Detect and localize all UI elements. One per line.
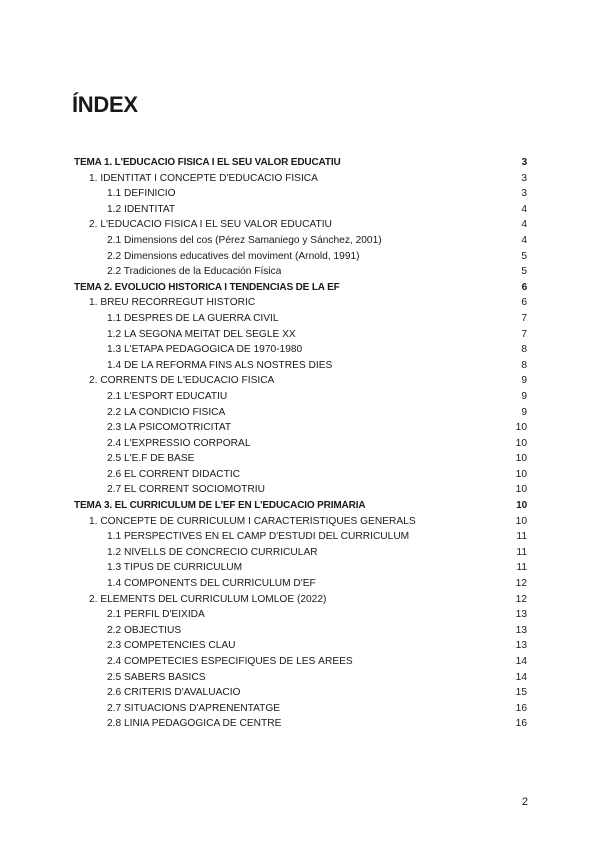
toc-entry-title: 2. L'EDUCACIÓ FÍSICA I EL SEU VALOR EDUCATIU bbox=[89, 219, 332, 231]
toc-subsection-entry[interactable] bbox=[74, 360, 527, 376]
toc-entry-title: 2.3 COMPETÈNCIES CLAU bbox=[107, 640, 236, 652]
toc-subsection-entry[interactable] bbox=[74, 609, 527, 625]
toc-entry-title: 1. IDENTITAT I CONCEPTE D'EDUCACIÓ FÍSICA bbox=[89, 172, 318, 184]
toc-entry-page: 16 bbox=[515, 718, 527, 730]
toc-entry-title: TEMA 1. L'EDUCACIÓ FÍSICA I EL SEU VALOR EDUCATIU bbox=[74, 157, 341, 168]
toc-entry-page: 7 bbox=[521, 312, 527, 324]
toc-subsection-entry[interactable] bbox=[74, 531, 527, 547]
toc-entry-title: 1.4 COMPONENTS DEL CURRÍCULUM D'EF bbox=[107, 578, 316, 590]
toc-entry-page: 4 bbox=[521, 203, 527, 215]
toc-entry-page: 9 bbox=[521, 375, 527, 387]
toc-subsection-entry[interactable] bbox=[74, 422, 527, 438]
toc-entry-page: 11 bbox=[516, 562, 527, 574]
toc-subsection-entry[interactable] bbox=[74, 266, 527, 282]
toc-entry-title: 2.6 EL CORRENT DIDÀCTIC bbox=[107, 468, 241, 480]
table-of-contents bbox=[74, 157, 527, 734]
toc-entry-title: 2.2 Dimensions educatives del moviment (Arnold, 1991) bbox=[107, 250, 360, 262]
toc-subsection-entry[interactable] bbox=[74, 204, 527, 220]
toc-entry-page: 11 bbox=[516, 531, 527, 543]
toc-entry-page: 13 bbox=[515, 640, 527, 652]
toc-entry-title: 1.3 TIPUS DE CURRÍCULUM bbox=[107, 562, 243, 574]
toc-entry-page: 4 bbox=[521, 219, 527, 231]
toc-entry-title: 2.6 CRITERIS D'AVALUACIÓ bbox=[107, 687, 241, 699]
toc-subsection-entry[interactable] bbox=[74, 313, 527, 329]
toc-entry-title: 2.2 OBJECTIUS bbox=[107, 624, 182, 636]
toc-subsection-entry[interactable] bbox=[74, 562, 527, 578]
toc-entry-title: 2.5 L'E.F DE BASE bbox=[107, 453, 195, 465]
toc-entry-page: 3 bbox=[521, 172, 527, 184]
toc-subsection-entry[interactable] bbox=[74, 188, 527, 204]
toc-subsection-entry[interactable] bbox=[74, 687, 527, 703]
toc-entry-page: 16 bbox=[515, 702, 527, 714]
toc-entry-page: 7 bbox=[521, 328, 527, 340]
toc-subsection-entry[interactable] bbox=[74, 578, 527, 594]
toc-entry-title: 1.1 DESPRÉS DE LA GUERRA CIVIL bbox=[107, 312, 279, 324]
toc-subsection-entry[interactable] bbox=[74, 251, 527, 267]
toc-entry-title: 2.2 Tradiciones de la Educación Física bbox=[107, 266, 282, 278]
toc-section-entry[interactable] bbox=[74, 375, 527, 391]
toc-entry-page: 10 bbox=[516, 500, 527, 512]
toc-entry-title: 2.1 Dimensions del cos (Pérez Samaniego y Sánchez, 2001) bbox=[107, 234, 382, 246]
toc-entry-title: 1. BREU RECORREGUT HISTÒRIC bbox=[89, 297, 256, 309]
toc-subsection-entry[interactable] bbox=[74, 407, 527, 423]
toc-entry-page: 11 bbox=[516, 546, 527, 558]
toc-entry-page: 4 bbox=[521, 234, 527, 246]
toc-entry-title: 2. CORRENTS DE L'EDUCACIÓ FÍSICA bbox=[89, 375, 275, 387]
toc-section-entry[interactable] bbox=[74, 594, 527, 610]
toc-chapter-entry[interactable] bbox=[74, 157, 527, 173]
toc-section-entry[interactable] bbox=[74, 173, 527, 189]
toc-entry-title: 1.1 DEFINICIÓ bbox=[107, 188, 176, 200]
toc-entry-page: 10 bbox=[515, 437, 527, 449]
toc-section-entry[interactable] bbox=[74, 219, 527, 235]
toc-subsection-entry[interactable] bbox=[74, 453, 527, 469]
toc-section-entry[interactable] bbox=[74, 297, 527, 313]
toc-entry-page: 9 bbox=[521, 390, 527, 402]
toc-subsection-entry[interactable] bbox=[74, 438, 527, 454]
toc-entry-title: 1.1 PERSPECTIVES EN EL CAMP D'ESTUDI DEL CURRÍCULUM bbox=[107, 531, 410, 543]
toc-entry-title: 1. CONCEPTE DE CURRÍCULUM I CARACTERÍSTIQUES GENERALS bbox=[89, 515, 416, 527]
toc-subsection-entry[interactable] bbox=[74, 344, 527, 360]
toc-entry-title: 2. ELEMENTS DEL CURRÍCULUM LOMLOE (2022) bbox=[89, 593, 327, 605]
toc-entry-page: 8 bbox=[521, 344, 527, 356]
toc-entry-title: TEMA 3. EL CURRICULUM DE L'EF EN L'EDUCACIÓ PRIMÀRIA bbox=[74, 500, 366, 512]
toc-entry-title: TEMA 2. EVOLUCIÓ HISTÒRICA I TENDENCIAS DE LA EF bbox=[74, 281, 340, 293]
toc-subsection-entry[interactable] bbox=[74, 640, 527, 656]
toc-entry-page: 10 bbox=[515, 453, 527, 465]
toc-entry-page: 13 bbox=[515, 609, 527, 621]
toc-entry-page: 12 bbox=[515, 593, 527, 605]
toc-subsection-entry[interactable] bbox=[74, 656, 527, 672]
toc-entry-page: 12 bbox=[515, 578, 527, 590]
toc-entry-page: 14 bbox=[515, 656, 527, 667]
toc-entry-title: 2.7 EL CORRENT SOCIOMOTRIU bbox=[107, 484, 265, 496]
toc-entry-page: 10 bbox=[515, 515, 527, 527]
toc-entry-page: 3 bbox=[521, 188, 527, 200]
toc-entry-title: 2.8 LÍNIA PEDAGÒGICA DE CENTRE bbox=[107, 718, 282, 730]
toc-subsection-entry[interactable] bbox=[74, 329, 527, 345]
toc-subsection-entry[interactable] bbox=[74, 469, 527, 485]
toc-subsection-entry[interactable] bbox=[74, 391, 527, 407]
toc-entry-title: 1.2 IDENTITAT bbox=[107, 203, 176, 215]
toc-subsection-entry[interactable] bbox=[74, 718, 527, 734]
toc-entry-title: 2.4 COMPETÈCIES ESPECÍFIQUES DE LES ÀREES bbox=[107, 656, 353, 667]
toc-entry-page: 5 bbox=[521, 250, 527, 262]
toc-subsection-entry[interactable] bbox=[74, 484, 527, 500]
toc-chapter-entry[interactable] bbox=[74, 500, 527, 516]
toc-subsection-entry[interactable] bbox=[74, 547, 527, 563]
toc-entry-page: 10 bbox=[515, 484, 527, 496]
toc-entry-page: 13 bbox=[515, 624, 527, 636]
toc-entry-title: 2.5 SABERS BÀSICS bbox=[107, 671, 206, 683]
toc-entry-title: 2.4 L'EXPRESSIÓ CORPORAL bbox=[107, 437, 251, 449]
toc-subsection-entry[interactable] bbox=[74, 235, 527, 251]
toc-entry-title: 2.1 L'ESPORT EDUCATIU bbox=[107, 390, 228, 402]
toc-entry-page: 5 bbox=[521, 266, 527, 278]
toc-entry-page: 3 bbox=[521, 157, 527, 168]
toc-entry-page: 14 bbox=[515, 671, 527, 683]
toc-subsection-entry[interactable] bbox=[74, 703, 527, 719]
toc-subsection-entry[interactable] bbox=[74, 625, 527, 641]
toc-entry-title: 2.2 LA CONDICIÓ FÍSICA bbox=[107, 406, 226, 418]
toc-entry-title: 2.1 PERFIL D'EIXIDA bbox=[107, 609, 205, 621]
toc-subsection-entry[interactable] bbox=[74, 672, 527, 688]
toc-entry-page: 6 bbox=[521, 297, 527, 309]
toc-entry-page: 10 bbox=[515, 422, 527, 434]
toc-entry-page: 10 bbox=[515, 468, 527, 480]
toc-entry-page: 15 bbox=[515, 687, 527, 699]
toc-entry-page: 8 bbox=[521, 359, 527, 371]
toc-entry-title: 1.2 LA SEGONA MEITAT DEL SEGLE XX bbox=[107, 328, 296, 340]
toc-entry-title: 2.3 LA PSICOMOTRICITAT bbox=[107, 422, 232, 434]
toc-entry-title: 2.7 SITUACIONS D'APRENENTATGE bbox=[107, 702, 281, 714]
toc-chapter-entry[interactable] bbox=[74, 282, 527, 298]
toc-entry-page: 6 bbox=[521, 281, 527, 293]
page-title: ÍNDEX bbox=[72, 92, 138, 117]
toc-entry-title: 1.4 DE LA REFORMA FINS ALS NOSTRES DIES bbox=[107, 359, 333, 371]
toc-entry-title: 1.3 L'ETAPA PEDAGÒGICA DE 1970-1980 bbox=[107, 344, 303, 356]
page-number: 2 bbox=[521, 796, 528, 808]
toc-entry-title: 1.2 NIVELLS DE CONCRECIÓ CURRICULAR bbox=[107, 546, 318, 558]
toc-section-entry[interactable] bbox=[74, 516, 527, 532]
toc-entry-page: 9 bbox=[521, 406, 527, 418]
